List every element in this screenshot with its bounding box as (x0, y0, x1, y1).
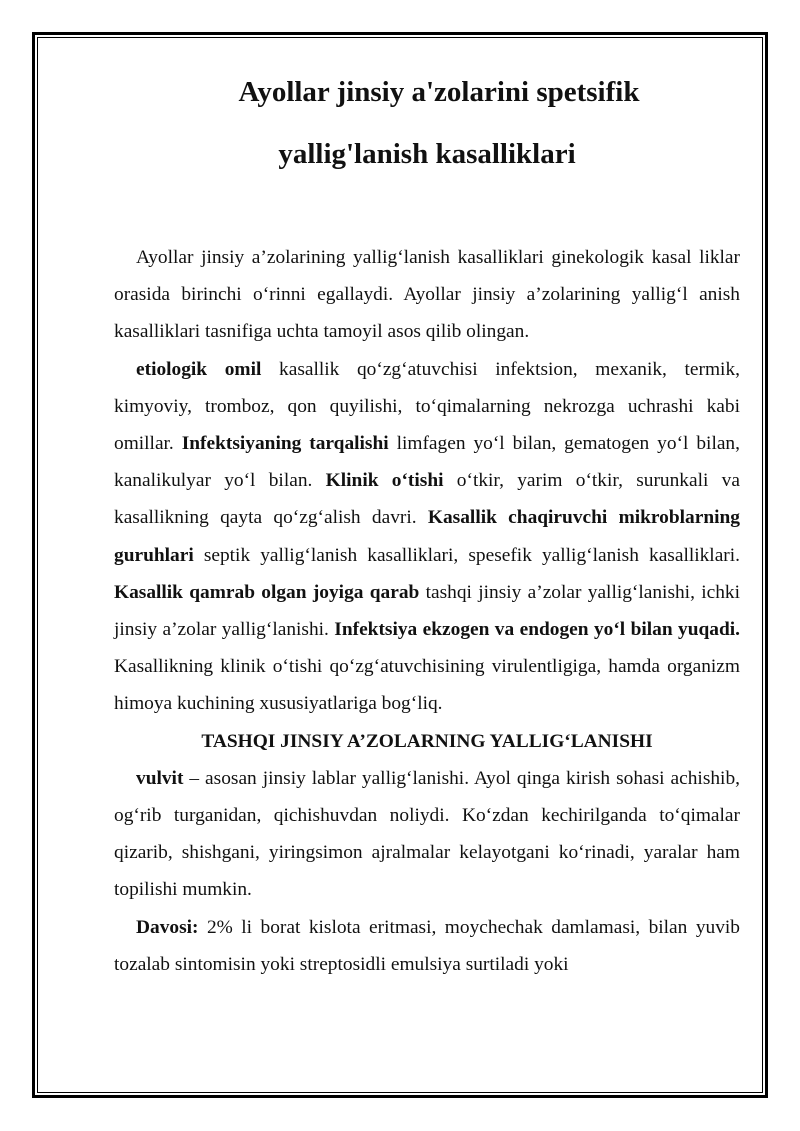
term-microbe-groups: Kasallik chaqiruvchi mikroblarning guruhlari (114, 507, 740, 566)
document-content (114, 78, 740, 983)
paragraph-classification (114, 351, 740, 723)
text-location: tashqi jinsiy a’zolar yallig‘lanishi, ichki jinsiy a’zolar yallig‘lanishi. (114, 581, 740, 641)
title-line-2: yallig'lanish kasalliklari (278, 138, 576, 170)
term-treatment: Davosi: (136, 916, 199, 938)
text-clinical-course: o‘tkir, yarim o‘tkir, surunkali va kasallikning qayta qo‘zg‘alish davri. (114, 470, 740, 529)
section-heading: TASHQI JINSIY A’ZOLARNING YALLIG‘LANISHI (201, 730, 653, 752)
document-title (114, 78, 740, 169)
term-spread: Infektsiyaning tarqalishi (181, 433, 389, 455)
term-transmission: Infektsiya ekzogen va endogen yo‘l bilan yuqadi. (334, 619, 740, 641)
text-spread: limfagen yo‘l bilan, gematogen yo‘l bilan, kanalikulyar yo‘l bilan. (114, 433, 740, 492)
paragraph-treatment (114, 909, 740, 983)
paragraph-intro: Ayollar jinsiy a’zolarining yallig‘lanish kasalliklari ginekologik kasal liklar orasida birinchi o‘rinni egallaydi. Ayollar jinsiy a’zolarining yallig‘l anish kasalliklari tasnifiga uchta tamoyil asos qilib olingan. (114, 247, 740, 343)
text-treatment: 2% li borat kislota eritmasi, moychechak damlamasi, bilan yuvib tozalab sintomisin yoki streptosidli emulsiya surtiladi yoki (114, 916, 740, 975)
term-etiology: etiologik omil (136, 358, 262, 380)
title-line-1: Ayollar jinsiy a'zolarini spetsifik (238, 76, 640, 108)
term-location: Kasallik qamrab olgan joyiga qarab (114, 581, 420, 603)
document-body (114, 239, 740, 983)
text-microbe-groups: septik yallig‘lanish kasalliklari, spesefik yallig‘lanish kasalliklari. (193, 544, 740, 566)
term-clinical-course: Klinik o‘tishi (325, 470, 444, 492)
text-etiology: kasallik qo‘zg‘atuvchisi infektsion, mexanik, termik, kimyoviy, tromboz, qon quyilishi, to‘qimalarning nekrozga uchrashi kabi omillar. (114, 358, 740, 455)
text-transmission: Kasallikning klinik o‘tishi qo‘zg‘atuvchisining virulentligiga, hamda organizm himoya kuchining xususiyatlariga bog‘liq. (114, 656, 740, 715)
text-vulvitis: – asosan jinsiy lablar yallig‘lanishi. Ayol qinga kirish sohasi achishib, og‘rib turganidan, qichishuvdan noliydi. Ko‘zdan kechirilganda to‘qimalar qizarib, shishgani, yiringsimon ajralmalar kelayotgani ko‘rinadi, yaralar ham topilishi mumkin. (114, 767, 740, 901)
term-vulvitis: vulvit (136, 767, 184, 789)
paragraph-vulvitis (114, 760, 740, 909)
